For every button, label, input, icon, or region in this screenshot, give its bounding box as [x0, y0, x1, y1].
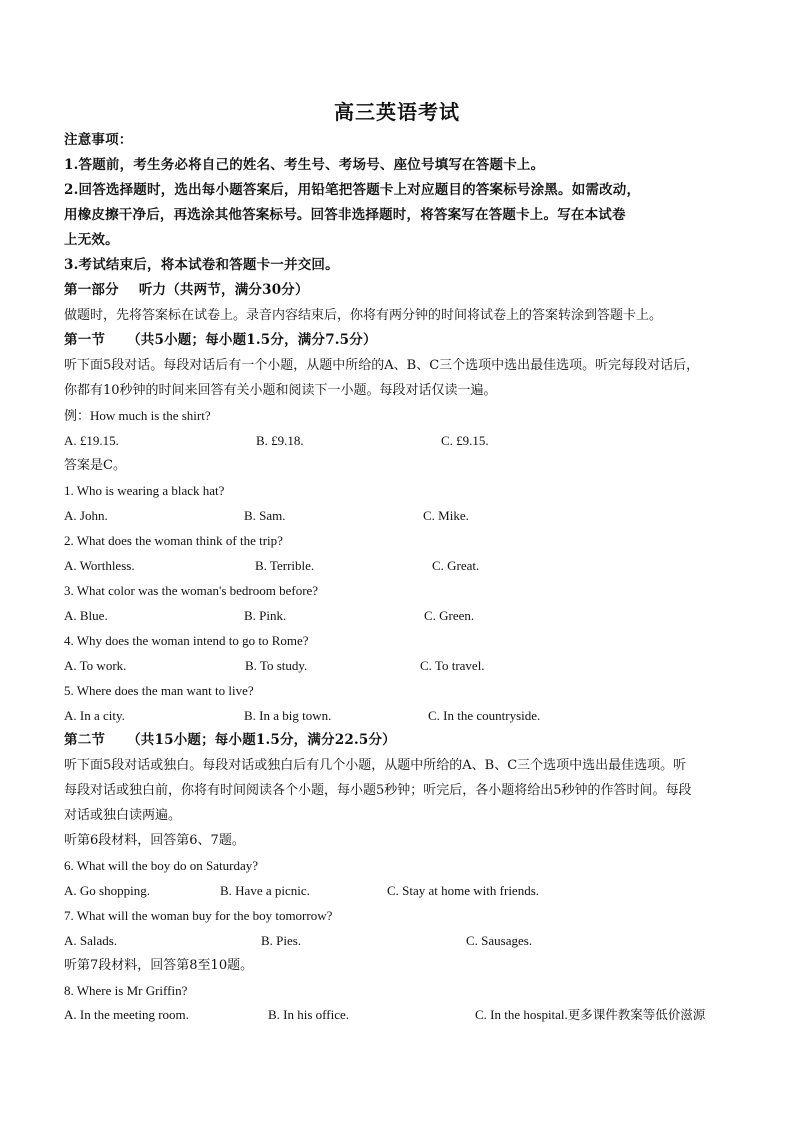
- section2-heading: [64, 728, 736, 753]
- q8-option-c-text: C. In the hospital.: [475, 1007, 568, 1022]
- example-option-c: C. £9.15.: [441, 433, 489, 448]
- section1-heading: [64, 328, 736, 353]
- question-8: 8. Where is Mr Griffin?: [64, 983, 188, 998]
- section2-intro-1: 听下面5段对话或独白。每段对话或独白后有几个小题，从题中所给的A、B、C三个选项中选出最佳选项。听: [64, 758, 687, 773]
- example-option-b: B. £9.18.: [256, 433, 304, 448]
- section1-intro-2: 你都有10秒钟的时间来回答有关小题和阅读下一小题。每段对话仅读一遍。: [64, 383, 497, 398]
- q5-option-a: A. In a city.: [64, 708, 125, 723]
- q6-option-b: B. Have a picnic.: [220, 883, 310, 898]
- question-6: 6. What will the boy do on Saturday?: [64, 858, 259, 873]
- q7-option-c: C. Sausages.: [466, 933, 533, 948]
- part1-intro: 做题时，先将答案标在试卷上。录音内容结束后，你将有两分钟的时间将试卷上的答案转涂到答题卡上。: [64, 308, 663, 323]
- section2-desc: （共15小题；每小题1.5分，满分22.5分）: [127, 732, 396, 748]
- note-3: 3.考试结束后，将本试卷和答题卡一并交回。: [64, 257, 339, 273]
- q3-option-a: A. Blue.: [64, 608, 108, 623]
- material-6-note: 听第6段材料，回答第6、7题。: [64, 833, 245, 848]
- q8-option-a: A. In the meeting room.: [64, 1007, 189, 1022]
- q5-option-c: C. In the countryside.: [428, 708, 541, 723]
- section1-label: 第一节: [64, 332, 106, 348]
- q6-option-c: C. Stay at home with friends.: [387, 883, 540, 898]
- question-2: 2. What does the woman think of the trip?: [64, 533, 283, 548]
- part1-heading: [64, 278, 736, 303]
- watermark-text: 更多课件教案等低价滋源: [567, 1007, 706, 1022]
- exam-title: 高三英语考试: [334, 100, 460, 124]
- q6-option-a: A. Go shopping.: [64, 883, 150, 898]
- notes-heading: 注意事项：: [64, 132, 133, 148]
- q3-option-c: C. Green.: [424, 608, 475, 623]
- question-3: 3. What color was the woman's bedroom before?: [64, 583, 319, 598]
- question-1: 1. Who is wearing a black hat?: [64, 483, 225, 498]
- q4-option-b: B. To study.: [245, 658, 308, 673]
- q8-option-b: B. In his office.: [268, 1007, 349, 1022]
- q4-option-c: C. To travel.: [420, 658, 485, 673]
- note-2: 2.回答选择题时，选出每小题答案后，用铅笔把答题卡上对应题目的答案标号涂黑。如需改动，: [64, 182, 641, 198]
- q8-option-c: [475, 1002, 705, 1027]
- example-option-a: A. £19.15.: [64, 433, 119, 448]
- section2-intro-2: 每段对话或独白前，你将有时间阅读各个小题，每小题5秒钟；听完后，各小题将给出5秒钟的作答时间。每段: [64, 783, 692, 798]
- section1-intro-1: 听下面5段对话。每段对话后有一个小题，从题中所给的A、B、C三个选项中选出最佳选项。听完每段对话后，: [64, 358, 700, 373]
- question-7: 7. What will the woman buy for the boy tomorrow?: [64, 908, 333, 923]
- q1-option-b: B. Sam.: [244, 508, 286, 523]
- q3-option-b: B. Pink.: [244, 608, 287, 623]
- note-1: 1.答题前，考生务必将自己的姓名、考生号、考场号、座位号填写在答题卡上。: [64, 157, 545, 173]
- q1-option-c: C. Mike.: [423, 508, 469, 523]
- section1-desc: （共5小题；每小题1.5分，满分7.5分）: [127, 332, 377, 348]
- note-2-cont: 用橡皮擦干净后，再选涂其他答案标号。回答非选择题时，将答案写在答题卡上。写在本试卷: [64, 207, 626, 223]
- part1-desc: 听力（共两节，满分30分）: [138, 282, 309, 298]
- q1-option-a: A. John.: [64, 508, 108, 523]
- note-2-end: 上无效。: [64, 232, 119, 248]
- q7-option-b: B. Pies.: [261, 933, 302, 948]
- material-7-note: 听第7段材料，回答第8至10题。: [64, 958, 254, 973]
- section2-intro-3: 对话或独白读两遍。: [64, 808, 182, 823]
- section2-label: 第二节: [64, 732, 106, 748]
- question-4: 4. Why does the woman intend to go to Rome?: [64, 633, 309, 648]
- q2-option-c: C. Great.: [432, 558, 480, 573]
- part1-label: 第一部分: [64, 282, 119, 298]
- q7-option-a: A. Salads.: [64, 933, 118, 948]
- q4-option-a: A. To work.: [64, 658, 127, 673]
- example-answer: 答案是C。: [64, 458, 126, 473]
- q2-option-b: B. Terrible.: [255, 558, 315, 573]
- example-question: 例：How much is the shirt?: [64, 408, 211, 423]
- q5-option-b: B. In a big town.: [244, 708, 332, 723]
- question-5: 5. Where does the man want to live?: [64, 683, 254, 698]
- q2-option-a: A. Worthless.: [64, 558, 135, 573]
